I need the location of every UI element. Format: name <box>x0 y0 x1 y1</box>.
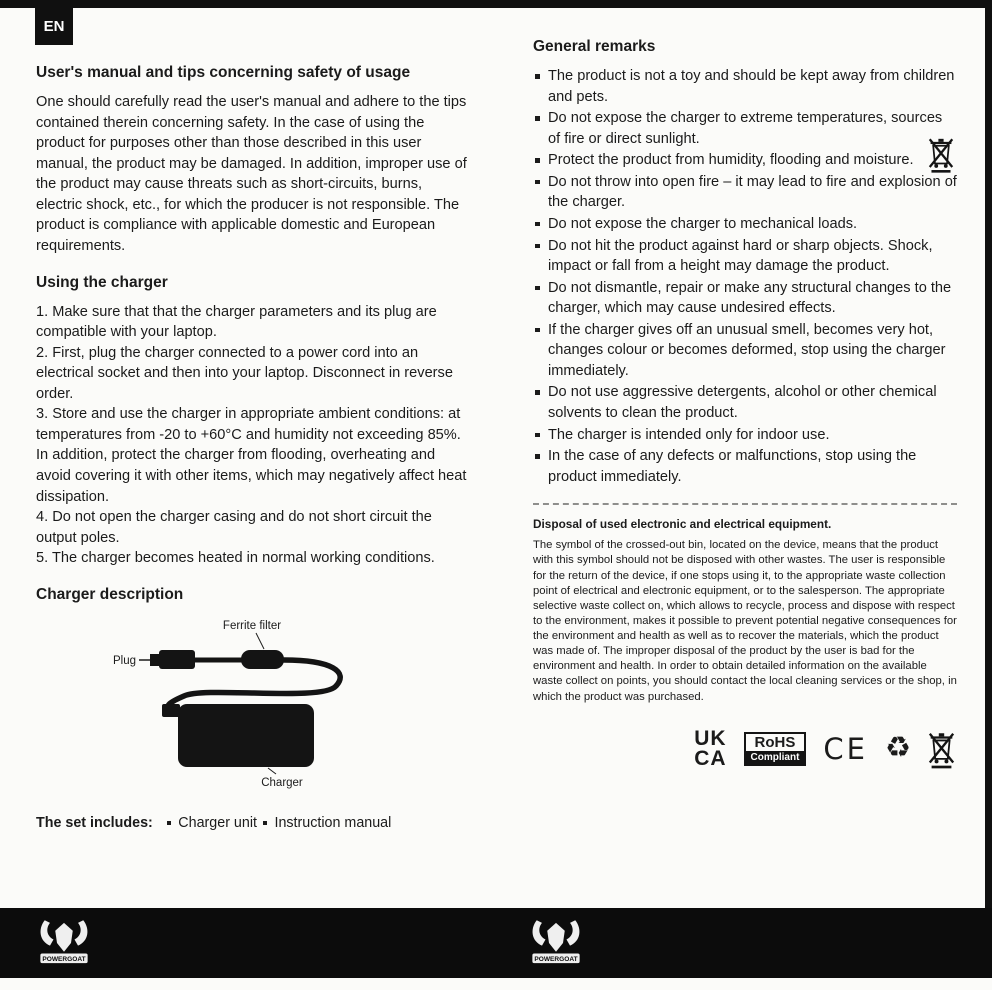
ferrite-filter-label: Ferrite filter <box>222 619 282 632</box>
top-black-bar <box>0 0 992 8</box>
charger-diagram-svg <box>36 614 470 792</box>
square-bullet-icon <box>263 821 268 826</box>
rohs-label: RoHS <box>746 734 805 751</box>
remark-item: Do not expose the charger to extreme temperatures, sources of fire or direct sunlight. <box>533 108 957 149</box>
rohs-compliant-label: Compliant <box>746 751 805 764</box>
rohs-mark <box>744 732 807 766</box>
weee-bin-icon-small <box>928 134 954 179</box>
right-black-bar <box>985 0 992 978</box>
weee-bin-icon <box>928 729 955 769</box>
step-item: 5. The charger becomes heated in normal working conditions. <box>36 550 435 567</box>
remark-item: In the case of any defects or malfunctions, stop using the product immediately. <box>533 446 957 487</box>
language-badge: EN <box>35 8 73 45</box>
using-heading: Using the charger <box>36 273 168 291</box>
ukca-mark <box>694 729 726 768</box>
description-heading: Charger description <box>36 585 184 603</box>
right-column <box>533 38 957 769</box>
remark-item: The charger is intended only for indoor use. <box>533 425 957 446</box>
ukca-top: UK <box>694 727 727 751</box>
step-item: 3. Store and use the charger in appropriate ambient conditions: at temperatures from -20 to +60°C and humidity not exceeding 85%. In addition, protect the charger from flooding, overheating and avoid covering it with other items, which may negatively affect heat dissipation. <box>36 406 467 505</box>
remark-item: Do not hit the product against hard or sharp objects. Shock, impact or fall from a height may damage the product. <box>533 236 957 277</box>
set-includes-label: The set includes: <box>36 814 153 831</box>
plug-label: Plug <box>112 654 136 667</box>
powergoat-wordmark: POWERGOAT <box>534 956 578 964</box>
recycle-icon: ♻ <box>885 732 911 765</box>
general-remarks-list <box>533 66 957 487</box>
square-bullet-icon <box>167 821 172 826</box>
plug-connector <box>150 654 159 666</box>
remark-item: Do not dismantle, repair or make any structural changes to the charger, which may cause undesired effects. <box>533 278 957 319</box>
safety-body: One should carefully read the user's manual and adhere to the tips contained therein concerning safety. In the case of using the product for purposes other than those described in this user manual, the product may be damaged. In addition, improper use of the product may cause threats such as short-circuits, burns, electric shock, etc., for which the producer is not responsible. The product is compliance with applicable domestic and European requirements. <box>36 94 467 254</box>
ce-mark: CE <box>823 731 868 766</box>
ferrite-filter-bead <box>241 650 284 669</box>
step-item: 1. Make sure that that the charger parameters and its plug are compatible with your laptop. <box>36 303 437 341</box>
general-remarks-heading: General remarks <box>533 38 656 55</box>
remark-item: Do not expose the charger to mechanical loads. <box>533 214 957 235</box>
compliance-marks-row <box>533 729 957 769</box>
ukca-bottom: CA <box>694 746 727 770</box>
disposal-body: The symbol of the crossed-out bin, located on the device, means that the product with this symbol should not be disposed with other wastes. The user is responsible for the return of the device, if one stops using it, to the appropriate waste collection point of electrical and electronic equipment, or to the salesperson. The appropriate selective waste collect on, which allows to recycle, process and dispose with respect to the environment, makes it possible to prevent potential negative consequences for the environment and health as well as to recover the materials, which the product was made of. The improper disposal of the product by the user is bad for the environment and health. In order to obtain detailed information on the available waste collect on points, you should contact the local cleaning services or the shop, in which the product was purchased. <box>533 539 957 703</box>
disposal-heading: Disposal of used electronic and electrical equipment. <box>533 517 832 532</box>
set-includes-item: Charger unit <box>178 814 257 831</box>
left-column <box>36 64 470 831</box>
remark-item: Do not use aggressive detergents, alcohol or other chemical solvents to clean the product. <box>533 382 957 423</box>
safety-heading: User's manual and tips concerning safety of usage <box>36 64 411 81</box>
using-steps <box>36 302 470 569</box>
step-item: 2. First, plug the charger connected to a power cord into an electrical socket and then into your laptop. Disconnect in reverse order. <box>36 344 453 402</box>
charger-brick <box>178 704 314 767</box>
remark-item: The product is not a toy and should be kept away from children and pets. <box>533 66 957 107</box>
footer-black-bar <box>0 908 992 978</box>
powergoat-logo <box>528 918 584 973</box>
powergoat-logo <box>36 918 92 973</box>
dashed-divider <box>533 503 957 505</box>
remark-item: Protect the product from humidity, flooding and moisture. <box>533 150 957 171</box>
set-includes-row <box>36 815 470 831</box>
powergoat-wordmark: POWERGOAT <box>42 956 86 964</box>
charger-diagram <box>36 614 470 797</box>
set-includes-item: Instruction manual <box>274 814 392 831</box>
charger-label: Charger <box>261 776 303 789</box>
remark-item: Do not throw into open fire – it may lead to fire and explosion of the charger. <box>533 172 957 213</box>
step-item: 4. Do not open the charger casing and do not short circuit the output poles. <box>36 509 432 546</box>
remark-item: If the charger gives off an unusual smell, becomes very hot, changes colour or becomes deformed, stop using the charger immediately. <box>533 320 957 382</box>
